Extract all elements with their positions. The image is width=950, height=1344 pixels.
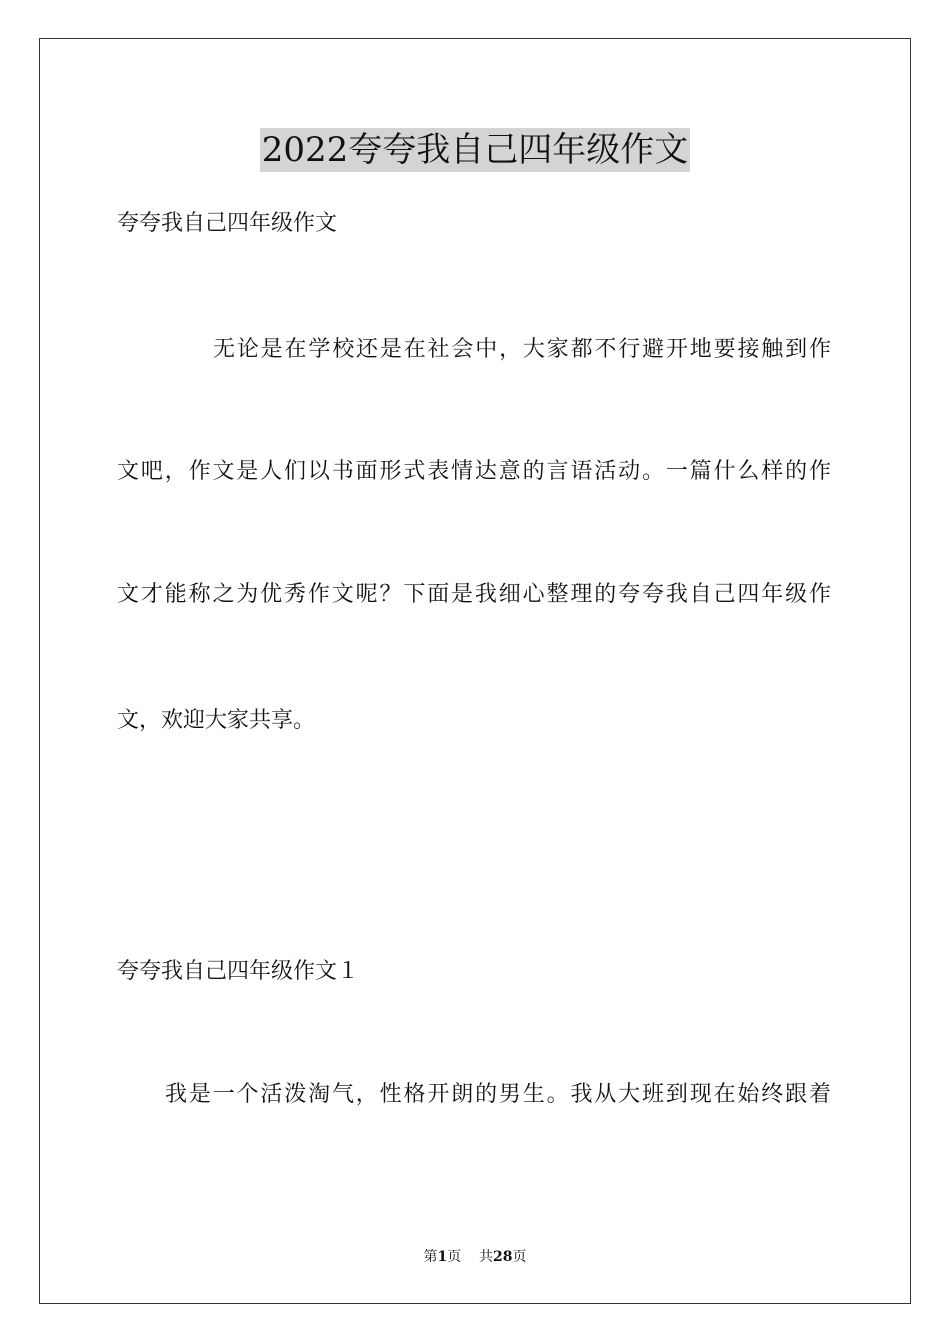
footer-page-total: 28 <box>493 1249 513 1265</box>
footer-page-current: 1 <box>437 1249 448 1265</box>
footer-page-suffix: 页 <box>447 1249 462 1265</box>
intro-line-3: 文才能称之为优秀作文呢？下面是我细心整理的夸夸我自己四年级作 <box>117 582 831 607</box>
footer-total-suffix: 页 <box>512 1249 527 1265</box>
section-line-1: 我是一个活泼淘气，性格开朗的男生。我从大班到现在始终跟着 <box>165 1082 831 1107</box>
document-title-text: 2022夸夸我自己四年级作文 <box>261 130 689 170</box>
section-heading: 夸夸我自己四年级作文１ <box>117 959 360 984</box>
document-title <box>0 128 950 172</box>
document-subtitle: 夸夸我自己四年级作文 <box>117 211 338 236</box>
intro-line-4: 文，欢迎大家共享。 <box>117 708 316 733</box>
intro-line-1: 无论是在学校还是在社会中，大家都不行避开地要接触到作 <box>213 337 831 362</box>
footer-page-prefix: 第 <box>423 1249 438 1265</box>
intro-line-2: 文吧，作文是人们以书面形式表情达意的言语活动。一篇什么样的作 <box>117 459 831 484</box>
footer-total-prefix: 共 <box>479 1249 494 1265</box>
page-footer <box>0 1247 950 1267</box>
